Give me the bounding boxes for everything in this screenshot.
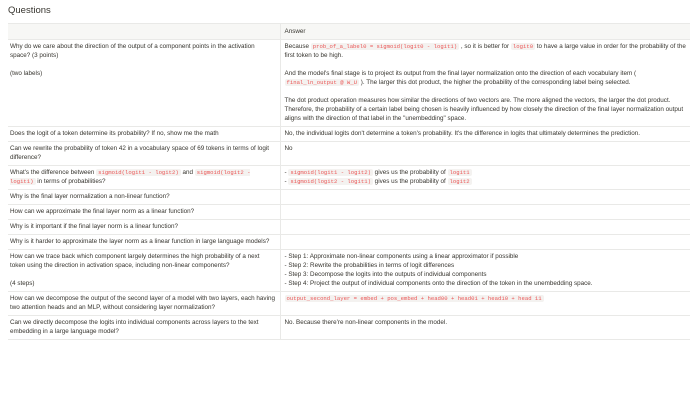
cell-text: How can we trace back which component largely determines the high probability of a next token using the direction in activation space, including non-linear components? — [10, 253, 260, 269]
table-row — [8, 40, 690, 127]
question-cell[interactable] — [8, 166, 280, 190]
cell-paragraph — [10, 168, 276, 186]
cell-line — [285, 270, 687, 279]
answer-cell[interactable] — [280, 235, 690, 250]
question-cell[interactable] — [8, 316, 280, 340]
cell-text: Because — [284, 43, 311, 50]
cell-paragraph — [10, 129, 276, 138]
cell-line — [285, 177, 687, 186]
cell-text: and — [180, 169, 195, 176]
question-cell[interactable] — [8, 250, 280, 292]
question-cell[interactable] — [8, 142, 280, 166]
inline-code: prob_of_a_label0 = sigmoid(logit0 - logit1) — [312, 43, 458, 50]
answer-cell[interactable] — [280, 205, 690, 220]
inline-code: sigmoid(logit2 - logit1) — [10, 169, 251, 185]
cell-paragraph — [285, 96, 687, 123]
cell-text: - — [284, 169, 289, 176]
cell-text: gives us the probability of — [372, 178, 448, 185]
cell-text: ). The larger this dot product, the higher the probability of the corresponding label being selected. — [359, 79, 631, 86]
cell-paragraph — [285, 318, 687, 327]
cell-paragraph — [10, 222, 276, 231]
table-row — [8, 166, 690, 190]
answer-cell[interactable] — [280, 250, 690, 292]
answer-column-header[interactable]: Answer — [280, 24, 690, 40]
question-cell[interactable] — [8, 292, 280, 316]
table-body — [8, 40, 690, 340]
table-row — [8, 292, 690, 316]
answer-cell[interactable] — [280, 316, 690, 340]
cell-text: (4 steps) — [10, 280, 35, 287]
answer-cell[interactable] — [280, 142, 690, 166]
inline-code: logit0 — [512, 43, 534, 50]
answer-cell[interactable] — [280, 190, 690, 205]
inline-code: output_second_layer = embed + pos_embed + head00 + head01 + head10 + head 11 — [286, 295, 542, 302]
cell-paragraph — [10, 42, 276, 60]
table-row — [8, 250, 690, 292]
cell-text: - Step 4: Project the output of individual components onto the direction of the token in the unembedding space. — [284, 280, 593, 287]
question-column-header[interactable] — [8, 24, 280, 40]
cell-text: in terms of probabilities? — [35, 178, 106, 185]
question-cell[interactable] — [8, 220, 280, 235]
cell-text: No, the individual logits don't determine a token's probability. It's the difference in logits that ultimately determines the prediction. — [284, 130, 640, 137]
cell-paragraph — [10, 144, 276, 162]
cell-text: How can we approximate the final layer norm as a linear function? — [10, 208, 195, 215]
inline-code: logit1 — [449, 169, 470, 176]
inline-code: sigmoid(logit1 - logit2) — [98, 169, 179, 176]
table-row — [8, 235, 690, 250]
answer-cell[interactable] — [280, 40, 690, 127]
cell-text: - Step 2: Rewrite the probabilities in terms of logit differences — [284, 262, 455, 269]
cell-text: What's the difference between — [10, 169, 97, 176]
cell-text: Does the logit of a token determine its probability? If no, show me the math — [10, 130, 219, 137]
cell-line — [285, 252, 687, 261]
inline-code: final_ln_output @ W_U — [286, 79, 357, 86]
cell-text: Why do we care about the direction of the output of a component points in the activation space? (3 points) — [10, 43, 255, 59]
question-cell[interactable] — [8, 205, 280, 220]
question-cell[interactable] — [8, 190, 280, 205]
cell-text: Can we rewrite the probability of token 42 in a vocabulary space of 69 tokens in terms of logit difference? — [10, 145, 270, 161]
page-heading: Questions — [8, 5, 51, 16]
table-header-row — [8, 24, 690, 40]
cell-paragraph — [10, 294, 276, 312]
answer-cell[interactable] — [280, 127, 690, 142]
table-row — [8, 127, 690, 142]
inline-code: sigmoid(logit2 - logit1) — [290, 178, 371, 185]
cell-text: - Step 3: Decompose the logits into the outputs of individual components — [284, 271, 487, 278]
cell-text: No — [284, 145, 293, 152]
cell-text: - — [284, 178, 289, 185]
cell-text: The dot product operation measures how similar the directions of two vectors are. The more aligned the vectors, the larger the dot product. Therefore, the probability of a certain label being chosen is heavily influenced by how closely the direction of the final layer normalization output aligns with the direction of that label in the "unembedding" space. — [284, 97, 684, 122]
question-cell[interactable] — [8, 235, 280, 250]
cell-text: Why is it harder to approximate the layer norm as a linear function in large language models? — [10, 238, 270, 245]
cell-text: (two labels) — [10, 70, 43, 77]
question-cell[interactable] — [8, 40, 280, 127]
table-row — [8, 190, 690, 205]
answer-cell[interactable] — [280, 220, 690, 235]
answer-cell[interactable] — [280, 292, 690, 316]
questions-table — [8, 23, 690, 340]
cell-text: And the model's final stage is to project its output from the final layer normalization onto the direction of each vocabulary item ( — [284, 70, 637, 77]
cell-paragraph — [10, 237, 276, 246]
cell-paragraph — [285, 129, 687, 138]
cell-text: , so it is better for — [459, 43, 511, 50]
cell-line — [285, 261, 687, 270]
cell-text: to have a large value in order for the probability of the first token to be high. — [284, 43, 686, 59]
answer-cell[interactable] — [280, 166, 690, 190]
cell-text: No. Because there're non-linear components in the model. — [284, 319, 448, 326]
cell-paragraph — [285, 294, 687, 303]
cell-text: How can we decompose the output of the second layer of a model with two layers, each having two attention heads and an MLP, without considering layer normalization? — [10, 295, 275, 311]
cell-paragraph — [10, 69, 276, 78]
cell-text: Why is it important if the final layer norm is a linear function? — [10, 223, 178, 230]
table-row — [8, 142, 690, 166]
cell-paragraph — [10, 192, 276, 201]
cell-paragraph — [10, 279, 276, 288]
table-row — [8, 205, 690, 220]
cell-paragraph — [10, 207, 276, 216]
table-row — [8, 316, 690, 340]
inline-code: logit2 — [449, 178, 470, 185]
cell-paragraph — [285, 42, 687, 60]
cell-text: Can we directly decompose the logits into individual components across layers to the text embedding in a large language model? — [10, 319, 259, 335]
table-row — [8, 220, 690, 235]
question-cell[interactable] — [8, 127, 280, 142]
cell-paragraph — [10, 252, 276, 270]
cell-text: - Step 1: Approximate non-linear components using a linear approximator if possible — [284, 253, 519, 260]
cell-text: Why is the final layer normalization a non-linear function? — [10, 193, 170, 200]
cell-line — [285, 168, 687, 177]
cell-text: gives us the probability of — [372, 169, 448, 176]
cell-paragraph — [285, 144, 687, 153]
cell-paragraph — [285, 69, 687, 87]
inline-code: sigmoid(logit1 - logit2) — [290, 169, 371, 176]
cell-paragraph — [10, 318, 276, 336]
cell-line — [285, 279, 687, 288]
